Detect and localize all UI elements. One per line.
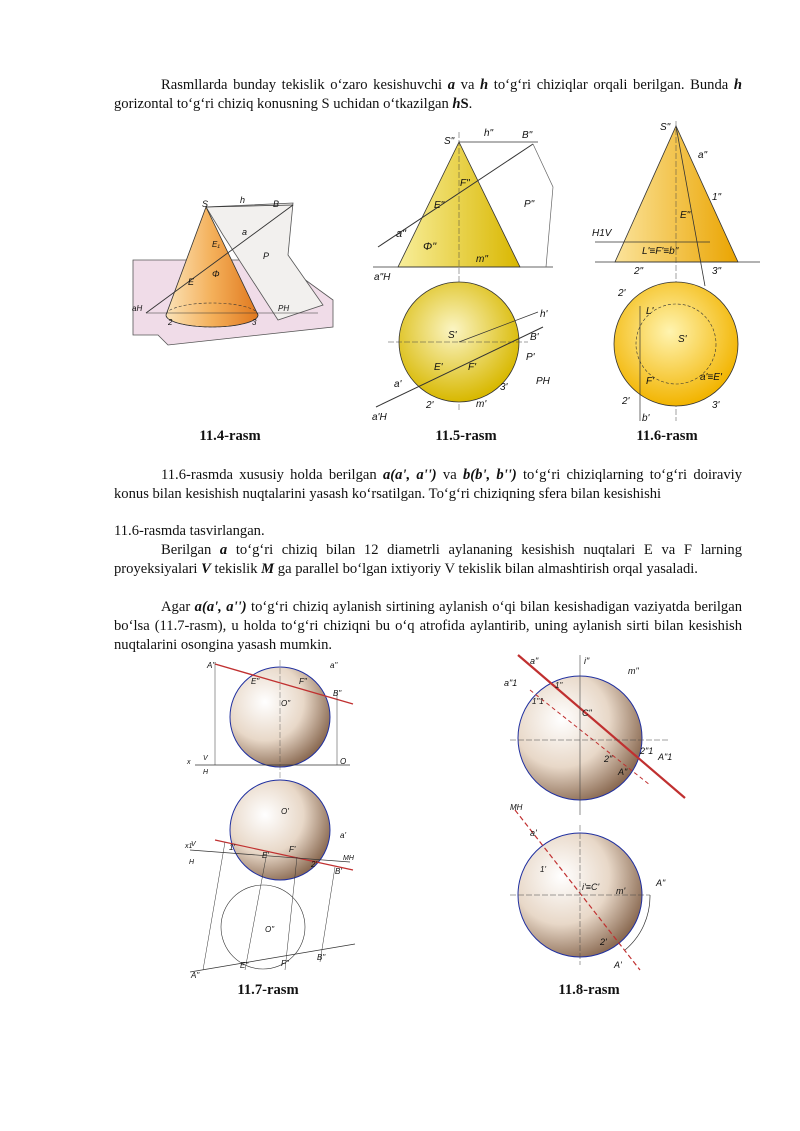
label-B3: B" [317,953,326,962]
emphasis: M [261,561,275,577]
label-F1: F' [468,362,477,373]
label-F2: F" [460,178,470,189]
label-a1: a' [340,831,346,840]
label-V: V [203,755,208,762]
label-MH: MH [510,803,523,812]
text-run: 11.6-rasmda xususiy holda berilgan [161,467,383,483]
label-LFb: L'≡F'≡b" [642,246,679,257]
emphasis: a(a', a'') [382,467,437,483]
label-Phi: Φ [212,269,220,279]
label-E1: E₁ [212,240,220,249]
label-3: 3 [252,318,257,327]
label-B2: B" [333,689,342,698]
paragraph-3 [114,541,742,579]
label-P1: P' [526,352,535,363]
label-A1: A' [614,960,622,970]
figure-11-4 [128,195,338,345]
label-F1: F' [289,845,296,854]
label-PH: PH [536,376,550,387]
label-O2: O" [281,699,291,708]
label-F3: F" [281,959,289,968]
label-H1V: H1V [592,228,612,239]
label-E1: E' [262,851,269,860]
label-11: 1"1 [532,697,544,706]
caption-11-8: 11.8-rasm [558,982,620,998]
label-P2: P" [524,199,535,210]
label-MH: MH [343,855,354,862]
label-B1: B' [530,332,539,343]
label-F1: F' [646,376,655,387]
label-C2: C" [582,708,592,718]
label-a2: a" [530,656,539,666]
label-m2: m" [476,254,488,265]
label-2: 2' [426,400,434,411]
emphasis: a [219,542,228,558]
text-run: to‘g‘ri chiziq bilan 12 diametrli aylananing kesishish nuqtalari E va F larning proyeksiyalari [114,542,742,577]
label-aH2: a"H [374,272,391,283]
label-S: S [202,199,209,209]
label-1-top: 1' [540,865,546,874]
label-E2: E" [251,677,260,686]
caption-11-6: 11.6-rasm [636,428,698,444]
label-A12: A"1 [658,752,673,762]
label-1: 1" [555,681,563,690]
label-a2: a" [330,661,338,670]
text-run: . [468,96,473,112]
label-a2: a" [396,228,407,240]
label-A3: A" [656,878,666,888]
label-V1: V [191,841,196,848]
emphasis: S [460,96,469,112]
label-i2: i" [584,656,590,666]
label-h2: h" [484,128,494,139]
label-a1: a' [530,828,537,838]
label-a12: a"1 [504,678,518,688]
label-2: 2' [311,860,317,869]
label-3-top: 3' [712,400,720,411]
label-m1: m' [476,399,487,410]
label-m1: m' [616,886,626,896]
plane-p2 [533,144,553,267]
label-O1: O' [281,807,289,816]
label-21: 2"1 [640,746,654,756]
label-Phi2: Φ" [423,241,437,253]
label-E: E [188,277,195,287]
figure-11-8 [500,650,690,975]
caption-11-5: 11.5-rasm [435,428,497,444]
label-2-front: 2" [634,266,644,277]
figure-11-7 [185,652,365,980]
label-A3: A" [191,971,200,980]
text-run: va [455,77,481,93]
caption-11-4: 11.4-rasm [199,428,261,444]
label-E1: E' [434,362,443,373]
label-F2: F" [299,677,307,686]
label-E2: E" [434,200,445,211]
label-A2: A" [207,661,216,670]
label-a2: a" [698,150,708,161]
paragraph-2-continued: 11.6-rasmda tasvirlangan. [114,523,265,539]
emphasis: V [201,561,211,577]
label-S1: S' [448,330,457,341]
label-H: H [203,769,209,776]
emphasis: h [452,96,461,112]
label-1: 1' [229,843,235,852]
caption-11-7: 11.7-rasm [237,982,299,998]
cone-top-view [614,282,738,406]
label-3: 3' [500,382,508,393]
text-run: to‘g‘ri chiziq aylanish sirtining aylanish o‘qi bilan kesishadigan vaziyatda berilgan bo‘lsa (11.7-rasm), u holda to‘g‘ri chiziqni bu o‘q atrofida aylantirib, uning aylanish sirti bilan kesishish nuqtalarini osongina yasash mumkin. [114,599,742,653]
label-h: h [240,195,246,205]
text-run: Berilgan [161,542,220,558]
label-B: B [273,199,280,209]
label-2: 2 [168,318,173,327]
emphasis: h [480,77,489,93]
label-2-top-b: 2' [622,396,630,407]
text-run: Agar [161,599,195,615]
emphasis: h [733,77,743,93]
label-2-top-a: 2' [618,288,626,299]
text-run: va [436,467,463,483]
text-run: tekislik [210,561,262,577]
label-PH: PH [278,304,290,313]
label-x: x [187,759,191,766]
figure-11-5 [368,122,578,427]
emphasis: b(b', b'') [462,467,517,483]
text-run: ga parallel bo‘lgan ixtiyoriy V tekislik bilan almashtirish orqal yasaladi. [274,561,698,577]
label-iC: i'≡C' [582,882,600,892]
label-b1: b' [642,413,650,424]
paragraph-1 [114,76,742,114]
label-1: 1" [712,192,722,203]
label-E3: E" [240,961,249,970]
label-aH1: a'H [372,412,387,423]
label-B2: B" [522,130,533,141]
label-E2: E" [680,210,691,221]
label-3-front: 3" [712,266,722,277]
label-B1: B' [335,867,342,876]
label-h1: h' [540,309,548,320]
text-run: to‘g‘ri chiziqlar orqali berilgan. Bunda [488,77,734,93]
label-L1: L' [646,306,654,317]
emphasis: a [447,77,456,93]
label-P: P [263,251,270,261]
label-H1: H [189,859,195,866]
figure-11-6 [590,116,770,426]
text-run: gorizontal to‘g‘ri chiziq konusning S uchidan o‘tkazilgan [114,96,453,112]
label-a: a [242,227,248,237]
label-x1: x1 [185,843,193,850]
label-2: 2" [604,754,613,764]
rotated-circle [221,885,305,969]
label-S2: S" [660,122,671,133]
text-run: to‘g‘ri chiziqlarning to‘g‘ri doiraviy konus bilan kesishish nuqtalarini yasash ko‘rsatilgan. To‘g‘ri chiziqning sfera bilan kesishishi [114,467,742,502]
label-m2: m" [628,666,639,676]
label-O3: O" [265,925,275,934]
label-2-top: 2' [600,937,607,947]
label-O: O [340,757,347,766]
emphasis: a(a', a'') [194,599,247,615]
label-aE: a'≡E' [700,372,722,383]
paragraph-2 [114,466,742,504]
text-run: Rasmllarda bunday tekislik o‘zaro kesishuvchi [161,77,448,93]
label-A2: A" [618,767,628,777]
proj-1 [203,842,225,970]
label-a1: a' [394,379,402,390]
paragraph-4 [114,598,742,655]
label-aH: aH [132,304,143,313]
label-S2: S" [444,136,455,147]
label-S1: S' [678,334,687,345]
